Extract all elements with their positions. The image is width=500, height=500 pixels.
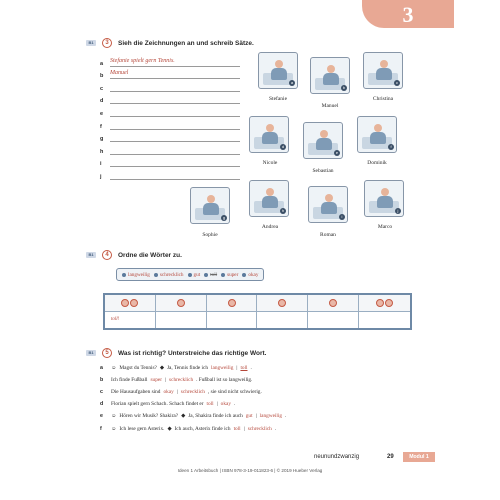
exercise-title: Was ist richtig? Unterstreiche das richtige Wort. (118, 349, 267, 357)
answer-line-d[interactable]: d (100, 92, 240, 105)
exercise-4-heading (86, 250, 182, 260)
rating-cell-6 (359, 295, 410, 312)
answer-cell-5[interactable] (308, 312, 359, 329)
answer-cell-2[interactable] (156, 312, 207, 329)
word-super: super (221, 272, 238, 278)
answer-cell-4[interactable] (257, 312, 308, 329)
caption-stefanie: Stefanie (268, 96, 288, 102)
option-toll[interactable]: toll (233, 425, 241, 432)
exercise-number: 3 (102, 38, 112, 48)
exercise-title: Ordne die Wörter zu. (118, 251, 182, 259)
rating-cell-3 (207, 295, 258, 312)
page-word: neunundzwanzig (314, 454, 360, 460)
lesson-number: 3 (402, 2, 414, 27)
answer-line-c[interactable]: c (100, 79, 240, 92)
picture-sophie: g (190, 187, 230, 224)
picture-dominik: f (357, 116, 397, 153)
option-toll[interactable]: toll (240, 365, 248, 372)
caption-sophie: Sophie (202, 232, 218, 238)
rating-cell-4 (257, 295, 308, 312)
word-toll: toll (204, 272, 217, 278)
answer-line-a[interactable]: a Stefanie spielt gern Tennis. (100, 54, 240, 67)
sentence-list (100, 362, 380, 435)
rating-cell-1 (105, 295, 156, 312)
word-gut: gut (188, 272, 201, 278)
sentence-e: e ☺ Hören wir Musik? Shakira? ◆ Ja, Shakira finde ich auch gut | langweilig . (100, 413, 287, 420)
option-super[interactable]: super (150, 377, 162, 384)
answer-line-i[interactable]: i (100, 155, 240, 168)
caption-nicole: Nicole (262, 160, 278, 166)
caption-christina: Christina (372, 96, 394, 102)
answer-cell-1[interactable]: toll! (105, 312, 156, 329)
picture-christina: c (363, 52, 403, 89)
rating-cell-2 (156, 295, 207, 312)
answer-cell-3[interactable] (207, 312, 258, 329)
picture-manuel: b (310, 57, 350, 94)
exercise-title: Sieh die Zeichnungen an und schreib Sätze. (118, 39, 254, 47)
option-schrecklich[interactable]: schrecklich (169, 377, 194, 384)
level-tag: B1 (86, 40, 96, 46)
exercise-5-heading (86, 348, 266, 358)
answer-line-e[interactable]: e (100, 104, 240, 117)
answer-line-g[interactable]: g (100, 130, 240, 143)
option-gut[interactable]: gut (245, 413, 253, 420)
caption-dominik: Dominik (367, 160, 387, 166)
sentence-d: d Florian spielt gern Schach. Schach findet er toll | okay . (100, 401, 236, 408)
option-schrecklich[interactable]: schrecklich (180, 389, 205, 396)
option-okay[interactable]: okay (163, 389, 174, 396)
word-langweilig: langweilig (122, 272, 150, 278)
option-langweilig[interactable]: langweilig (259, 413, 282, 420)
answer-cell-6[interactable] (359, 312, 410, 329)
level-tag: B1 (86, 350, 96, 356)
picture-sebastian: e (303, 122, 343, 159)
answer-line-f[interactable]: f (100, 117, 240, 130)
sentence-f: f ☺ Ich lese gern Asterix. ◆ Ich auch, Asterix finde ich toll | schrecklich . (100, 425, 277, 432)
answer-line-j[interactable]: j (100, 167, 240, 180)
exercise-number: 4 (102, 250, 112, 260)
caption-roman: Roman (320, 232, 336, 238)
word-okay: okay (242, 272, 258, 278)
option-okay[interactable]: okay (220, 401, 231, 408)
picture-nicole: d (249, 116, 289, 153)
word-bank (116, 268, 264, 281)
caption-marco: Marco (377, 224, 393, 230)
caption-sebastian: Sebastian (312, 168, 334, 174)
modul-label: Modul 1 (403, 452, 435, 462)
picture-marco: j (364, 180, 404, 217)
page-number: 29 (387, 454, 394, 460)
answer-line-b[interactable]: b Manuel (100, 67, 240, 80)
sentence-a: a ☺ Magst du Tennis? ◆ Ja, Tennis finde ich langweilig | toll . (100, 365, 252, 372)
word-schrecklich: schrecklich (154, 272, 184, 278)
imprint: Ideen 1 Arbeitsbuch | ISBN 978-3-19-011823-6 | © 2019 Hueber Verlag (177, 468, 323, 473)
rating-grid (103, 293, 412, 330)
level-tag: B1 (86, 252, 96, 258)
sentence-b: b Ich finde Fußball super | schrecklich . Fußball ist so langweilig. (100, 377, 253, 384)
answer-line-h[interactable]: h (100, 142, 240, 155)
option-toll[interactable]: toll (206, 401, 214, 408)
lesson-tab (362, 0, 454, 28)
answer-lines (100, 54, 240, 180)
picture-andrea: h (249, 180, 289, 217)
caption-manuel: Manuel (321, 103, 339, 109)
rating-cell-5 (308, 295, 359, 312)
picture-roman: i (308, 186, 348, 223)
exercise-3-heading (86, 38, 254, 48)
sentence-c: c Die Hausaufgaben sind okay | schrecklich , sie sind nicht schwierig. (100, 389, 262, 396)
exercise-number: 5 (102, 348, 112, 358)
option-schrecklich[interactable]: schrecklich (247, 425, 272, 432)
picture-stefanie: a (258, 52, 298, 89)
option-langweilig[interactable]: langweilig (211, 365, 234, 372)
caption-andrea: Andrea (261, 224, 279, 230)
